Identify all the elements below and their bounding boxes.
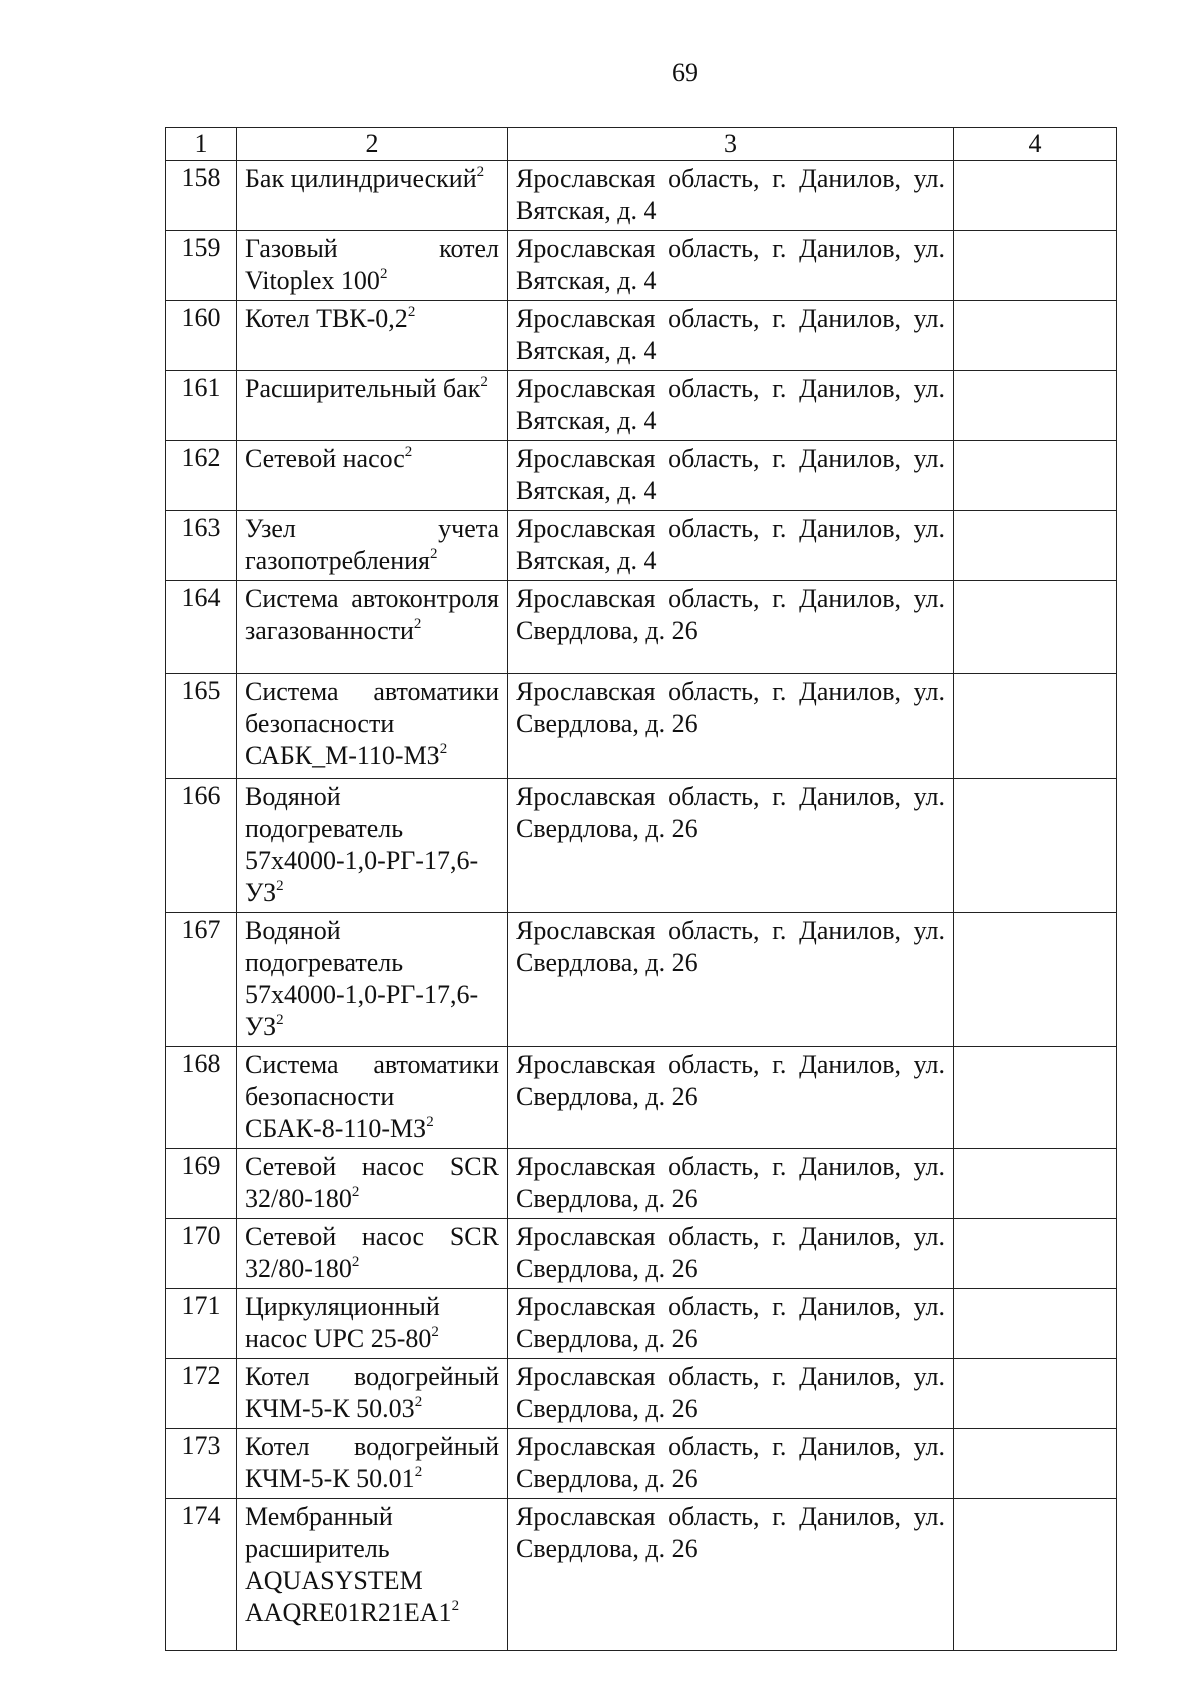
equipment-name-cell xyxy=(237,441,508,511)
note-cell xyxy=(954,1429,1117,1499)
row-number: 164 xyxy=(166,581,237,674)
equipment-name: Бак цилиндрический xyxy=(245,164,477,193)
equipment-name: Сетевой насос SCR 32/80-180 xyxy=(245,1222,499,1283)
note-cell xyxy=(954,511,1117,581)
address-cell: Ярославская область, г. Данилов, ул. Свердлова, д. 26 xyxy=(508,1149,954,1219)
equipment-name: Газовый котел Vitoplex 100 xyxy=(245,234,499,295)
header-col-note: 4 xyxy=(954,128,1117,161)
address-cell: Ярославская область, г. Данилов, ул. Свердлова, д. 26 xyxy=(508,1359,954,1429)
address-cell: Ярославская область, г. Данилов, ул. Свердлова, д. 26 xyxy=(508,674,954,779)
equipment-name-cell xyxy=(237,161,508,231)
row-number: 158 xyxy=(166,161,237,231)
address-cell: Ярославская область, г. Данилов, ул. Свердлова, д. 26 xyxy=(508,913,954,1047)
table-row xyxy=(166,231,1117,301)
address-cell: Ярославская область, г. Данилов, ул. Свердлова, д. 26 xyxy=(508,1047,954,1149)
equipment-name-cell xyxy=(237,1499,508,1651)
table-row xyxy=(166,1219,1117,1289)
row-number: 160 xyxy=(166,301,237,371)
note-cell xyxy=(954,1289,1117,1359)
address-cell: Ярославская область, г. Данилов, ул. Свердлова, д. 26 xyxy=(508,1429,954,1499)
note-cell xyxy=(954,301,1117,371)
note-cell xyxy=(954,1047,1117,1149)
row-number: 171 xyxy=(166,1289,237,1359)
equipment-name: Система автоматики безопасности САБК_М-110-МЗ xyxy=(245,677,499,770)
equipment-name: Сетевой насос SCR 32/80-180 xyxy=(245,1152,499,1213)
note-cell xyxy=(954,1219,1117,1289)
equipment-name-cell xyxy=(237,1149,508,1219)
equipment-name: Циркуляционный насос UPC 25-80 xyxy=(245,1292,440,1353)
table-row xyxy=(166,1149,1117,1219)
equipment-name-cell xyxy=(237,1359,508,1429)
table-row xyxy=(166,511,1117,581)
row-number: 162 xyxy=(166,441,237,511)
footnote-marker: 2 xyxy=(451,1598,460,1614)
table-row xyxy=(166,1289,1117,1359)
address-cell: Ярославская область, г. Данилов, ул. Свердлова, д. 26 xyxy=(508,1219,954,1289)
footnote-marker: 2 xyxy=(276,878,284,894)
address-cell: Ярославская область, г. Данилов, ул. Свердлова, д. 26 xyxy=(508,581,954,674)
equipment-name-cell xyxy=(237,1289,508,1359)
equipment-name: Котел водогрейный КЧМ-5-К 50.01 xyxy=(245,1432,499,1493)
table-row xyxy=(166,301,1117,371)
equipment-table xyxy=(165,127,1117,1651)
row-number: 163 xyxy=(166,511,237,581)
equipment-name-cell xyxy=(237,371,508,441)
note-cell xyxy=(954,371,1117,441)
equipment-name-cell xyxy=(237,779,508,913)
equipment-name-cell xyxy=(237,511,508,581)
address-cell: Ярославская область, г. Данилов, ул. Вятская, д. 4 xyxy=(508,371,954,441)
footnote-marker: 2 xyxy=(351,1254,360,1270)
row-number: 161 xyxy=(166,371,237,441)
footnote-marker: 2 xyxy=(426,1114,434,1130)
header-col-address: 3 xyxy=(508,128,954,161)
equipment-name-cell xyxy=(237,1219,508,1289)
note-cell xyxy=(954,1359,1117,1429)
table-row xyxy=(166,441,1117,511)
row-number: 170 xyxy=(166,1219,237,1289)
row-number: 172 xyxy=(166,1359,237,1429)
footnote-marker: 2 xyxy=(480,374,488,390)
table-row xyxy=(166,1359,1117,1429)
row-number: 168 xyxy=(166,1047,237,1149)
row-number: 165 xyxy=(166,674,237,779)
row-number: 174 xyxy=(166,1499,237,1651)
row-number: 166 xyxy=(166,779,237,913)
row-number: 167 xyxy=(166,913,237,1047)
equipment-name: Котел водогрейный КЧМ-5-К 50.03 xyxy=(245,1362,499,1423)
address-cell: Ярославская область, г. Данилов, ул. Свердлова, д. 26 xyxy=(508,779,954,913)
note-cell xyxy=(954,1499,1117,1651)
table-row xyxy=(166,1499,1117,1651)
row-number: 173 xyxy=(166,1429,237,1499)
equipment-name: Водяной подогреватель 57х4000-1,0-РГ-17,6-УЗ xyxy=(245,782,479,907)
table-row xyxy=(166,674,1117,779)
equipment-name: Котел ТВК-0,2 xyxy=(245,304,408,333)
footnote-marker: 2 xyxy=(476,164,485,180)
table-row xyxy=(166,581,1117,674)
footnote-marker: 2 xyxy=(413,616,422,632)
equipment-name-cell xyxy=(237,913,508,1047)
table-header-row xyxy=(166,128,1117,161)
address-cell: Ярославская область, г. Данилов, ул. Вятская, д. 4 xyxy=(508,301,954,371)
note-cell xyxy=(954,441,1117,511)
note-cell xyxy=(954,674,1117,779)
footnote-marker: 2 xyxy=(407,304,416,320)
address-cell: Ярославская область, г. Данилов, ул. Свердлова, д. 26 xyxy=(508,1289,954,1359)
note-cell xyxy=(954,1149,1117,1219)
note-cell xyxy=(954,779,1117,913)
equipment-name-cell xyxy=(237,1047,508,1149)
equipment-name: Система автоматики безопасности СБАК-8-110-МЗ xyxy=(245,1050,499,1143)
footnote-marker: 2 xyxy=(404,444,413,460)
equipment-name-cell xyxy=(237,581,508,674)
row-number: 169 xyxy=(166,1149,237,1219)
equipment-name-cell xyxy=(237,674,508,779)
table-row xyxy=(166,1429,1117,1499)
address-cell: Ярославская область, г. Данилов, ул. Свердлова, д. 26 xyxy=(508,1499,954,1651)
footnote-marker: 2 xyxy=(431,1324,439,1340)
footnote-marker: 2 xyxy=(439,741,448,757)
note-cell xyxy=(954,581,1117,674)
note-cell xyxy=(954,913,1117,1047)
equipment-name: Водяной подогреватель 57х4000-1,0-РГ-17,6-УЗ xyxy=(245,916,479,1041)
equipment-name-cell xyxy=(237,1429,508,1499)
note-cell xyxy=(954,161,1117,231)
footnote-marker: 2 xyxy=(430,546,438,562)
note-cell xyxy=(954,231,1117,301)
footnote-marker: 2 xyxy=(414,1394,423,1410)
equipment-name: Система автоконтроля загазованности xyxy=(245,584,499,645)
equipment-name-cell xyxy=(237,231,508,301)
table-row xyxy=(166,161,1117,231)
equipment-name: Мембранный расширитель AQUASYSTEM AAQRE01R21EA1 xyxy=(245,1502,452,1627)
equipment-name-cell xyxy=(237,301,508,371)
footnote-marker: 2 xyxy=(379,266,388,282)
footnote-marker: 2 xyxy=(414,1464,423,1480)
header-col-number: 1 xyxy=(166,128,237,161)
address-cell: Ярославская область, г. Данилов, ул. Вятская, д. 4 xyxy=(508,441,954,511)
address-cell: Ярославская область, г. Данилов, ул. Вятская, д. 4 xyxy=(508,161,954,231)
footnote-marker: 2 xyxy=(351,1184,360,1200)
address-cell: Ярославская область, г. Данилов, ул. Вятская, д. 4 xyxy=(508,511,954,581)
table-row xyxy=(166,371,1117,441)
header-col-name: 2 xyxy=(237,128,508,161)
table-row xyxy=(166,1047,1117,1149)
table-row xyxy=(166,779,1117,913)
equipment-name: Сетевой насос xyxy=(245,444,405,473)
row-number: 159 xyxy=(166,231,237,301)
address-cell: Ярославская область, г. Данилов, ул. Вятская, д. 4 xyxy=(508,231,954,301)
footnote-marker: 2 xyxy=(276,1012,284,1028)
table-row xyxy=(166,913,1117,1047)
equipment-name: Расширительный бак xyxy=(245,374,481,403)
equipment-name: Узел учета газопотребления xyxy=(245,514,499,575)
page-number: 69 xyxy=(672,58,698,87)
